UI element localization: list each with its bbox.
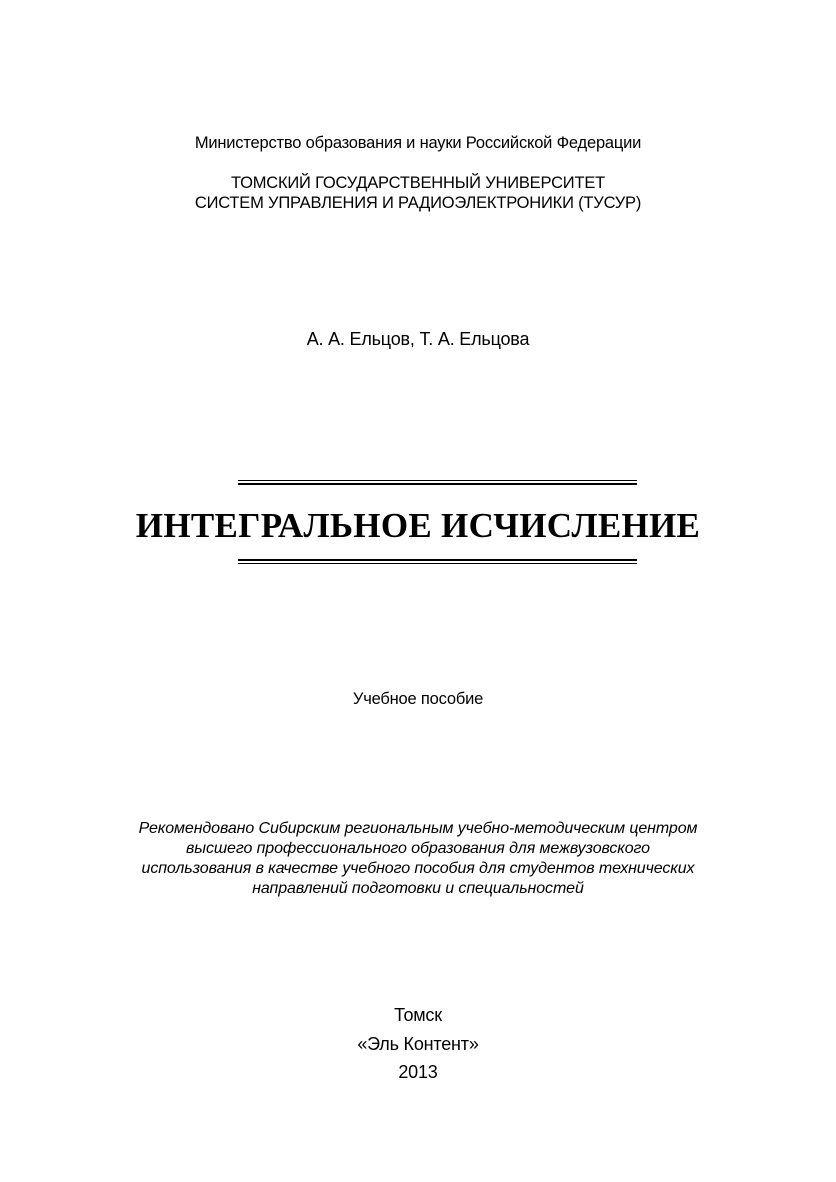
title-rule-top-thin — [238, 480, 637, 481]
recommendation-line: Рекомендовано Сибирским региональным учебно-методическим центром — [138, 820, 698, 837]
authors: А. А. Ельцов, Т. А. Ельцова — [306, 329, 530, 349]
university-name-line-2: СИСТЕМ УПРАВЛЕНИЯ И РАДИОЭЛЕКТРОНИКИ (ТУСУР) — [194, 194, 642, 212]
imprint-year: 2013 — [398, 1062, 438, 1082]
title-rule-top-thick — [238, 483, 637, 485]
recommendation-line: направлений подготовки и специальностей — [252, 880, 584, 897]
title-rule-bottom-thick — [238, 559, 637, 561]
recommendation-note — [0, 819, 836, 899]
imprint-publisher: «Эль Контент» — [357, 1034, 479, 1054]
recommendation-line: использования в качестве учебного пособия для студентов технических — [141, 860, 695, 877]
recommendation-line: высшего профессионального образования для межвузовского — [186, 840, 650, 857]
university-name-line-1: ТОМСКИЙ ГОСУДАРСТВЕННЫЙ УНИВЕРСИТЕТ — [230, 174, 606, 192]
ministry-name: Министерство образования и науки Российской Федерации — [194, 134, 642, 152]
book-title: ИНТЕГРАЛЬНОЕ ИСЧИСЛЕНИЕ — [135, 506, 701, 545]
title-rule-bottom-thin — [238, 563, 637, 564]
book-subtitle: Учебное пособие — [352, 690, 484, 708]
imprint-city: Томск — [394, 1005, 442, 1025]
